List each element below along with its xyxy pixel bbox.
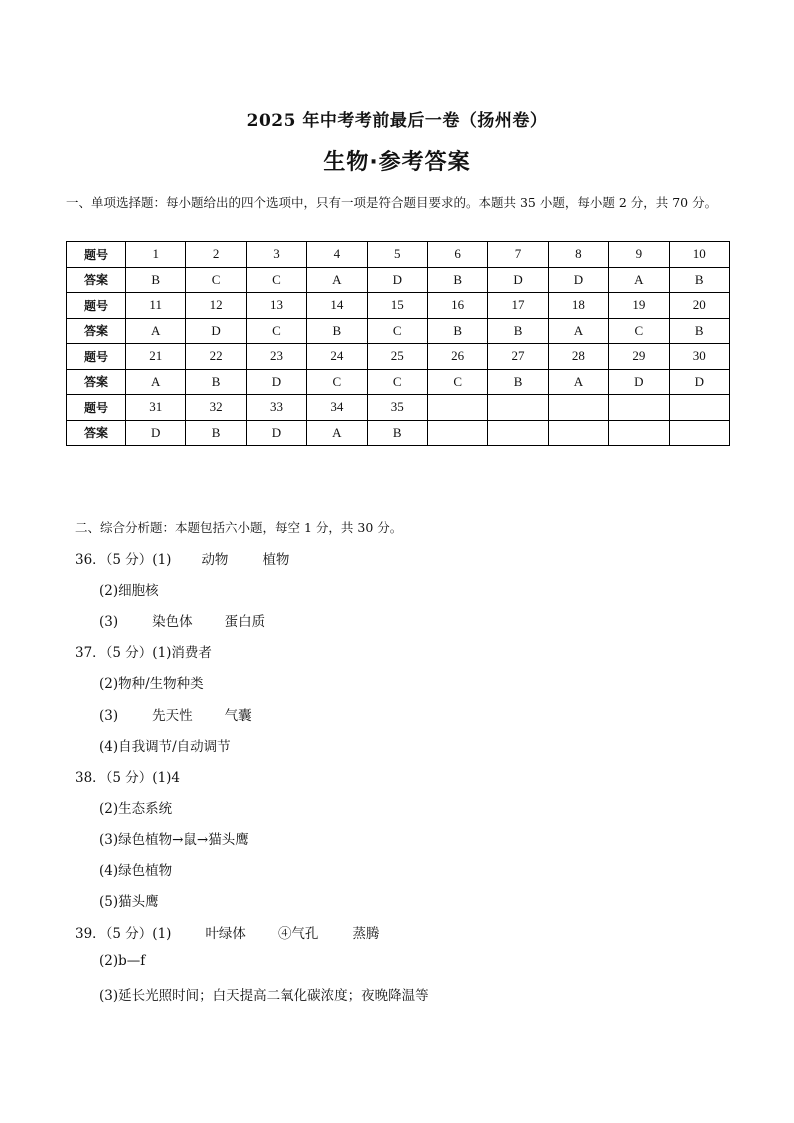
q36-answer-2: 植物 bbox=[262, 552, 290, 568]
answer-cell: C bbox=[367, 318, 427, 344]
q37-part3-answer-1: 先天性 bbox=[152, 708, 193, 724]
answer-cell: C bbox=[307, 369, 367, 395]
question-number-cell: 13 bbox=[246, 293, 306, 319]
answer-label: 答案 bbox=[67, 369, 126, 395]
answer-cell: D bbox=[488, 267, 548, 293]
q36-line1 bbox=[75, 548, 289, 568]
answer-cell: D bbox=[186, 318, 246, 344]
question-number-row bbox=[67, 395, 730, 421]
question-number-cell: 28 bbox=[548, 344, 608, 370]
answer-cell: C bbox=[427, 369, 487, 395]
q37-part2: (2)物种/生物种类 bbox=[99, 676, 204, 692]
q37-part4: (4)自我调节/自动调节 bbox=[99, 739, 231, 755]
answer-cell: A bbox=[307, 267, 367, 293]
answer-label: 答案 bbox=[67, 267, 126, 293]
question-number-cell: 9 bbox=[609, 242, 669, 268]
question-number-cell: 3 bbox=[246, 242, 306, 268]
question-number-cell: 2 bbox=[186, 242, 246, 268]
q39-part3: (3)延长光照时间；白天提高二氧化碳浓度；夜晚降温等 bbox=[99, 988, 429, 1004]
question-number-cell: 29 bbox=[609, 344, 669, 370]
answer-label: 答案 bbox=[67, 420, 126, 446]
q39-head: 39．（5 分）(1) bbox=[75, 926, 172, 942]
question-number-cell bbox=[548, 395, 608, 421]
question-number-cell: 30 bbox=[669, 344, 729, 370]
question-number-cell: 24 bbox=[307, 344, 367, 370]
q36-answer-1: 动物 bbox=[201, 552, 229, 568]
answer-cell: B bbox=[488, 318, 548, 344]
answer-cell: A bbox=[126, 369, 186, 395]
q37-line3 bbox=[99, 704, 252, 724]
question-number-label: 题号 bbox=[67, 242, 126, 268]
question-number-row bbox=[67, 344, 730, 370]
question-number-row bbox=[67, 293, 730, 319]
answer-cell: B bbox=[669, 267, 729, 293]
q36-part3-answer-1: 染色体 bbox=[152, 614, 193, 630]
question-number-cell: 4 bbox=[307, 242, 367, 268]
question-number-cell: 7 bbox=[488, 242, 548, 268]
q37-head: 37．（5 分）(1)消费者 bbox=[75, 645, 212, 661]
q38-part4: (4)绿色植物 bbox=[99, 863, 173, 879]
answer-cell bbox=[609, 420, 669, 446]
question-number-cell: 20 bbox=[669, 293, 729, 319]
answer-cell: D bbox=[367, 267, 427, 293]
question-number-cell: 33 bbox=[246, 395, 306, 421]
question-number-cell: 22 bbox=[186, 344, 246, 370]
answer-cell: C bbox=[186, 267, 246, 293]
answer-cell: C bbox=[367, 369, 427, 395]
answer-cell bbox=[669, 420, 729, 446]
question-number-row bbox=[67, 242, 730, 268]
q38-part5: (5)猫头鹰 bbox=[99, 894, 159, 910]
q38-head: 38．（5 分）(1)4 bbox=[75, 770, 181, 786]
question-number-cell: 1 bbox=[126, 242, 186, 268]
answer-row bbox=[67, 318, 730, 344]
section2-intro: 二、综合分析题：本题包括六小题，每空 1 分，共 30 分。 bbox=[75, 520, 403, 535]
section1-intro: 一、单项选择题：每小题给出的四个选项中，只有一项是符合题目要求的。本题共 35 小题，每小题 2 分，共 70 分。 bbox=[66, 195, 718, 210]
question-number-cell: 23 bbox=[246, 344, 306, 370]
answer-cell: A bbox=[609, 267, 669, 293]
answer-cell: B bbox=[186, 369, 246, 395]
question-number-label: 题号 bbox=[67, 344, 126, 370]
answer-cell: D bbox=[246, 420, 306, 446]
answer-cell: B bbox=[367, 420, 427, 446]
answer-cell: B bbox=[669, 318, 729, 344]
q36-part2: (2)细胞核 bbox=[99, 583, 159, 599]
q38-part3: (3)绿色植物→鼠→猫头鹰 bbox=[99, 832, 249, 848]
exam-subtitle: 生物·参考答案 bbox=[323, 150, 471, 175]
question-number-cell: 6 bbox=[427, 242, 487, 268]
answer-cell: D bbox=[548, 267, 608, 293]
answer-cell: C bbox=[609, 318, 669, 344]
question-number-cell: 5 bbox=[367, 242, 427, 268]
question-number-cell: 32 bbox=[186, 395, 246, 421]
question-number-cell bbox=[488, 395, 548, 421]
q39-answer-2: ④气孔 bbox=[277, 926, 319, 942]
q39-part2: (2)b—f bbox=[99, 953, 146, 969]
question-number-cell: 8 bbox=[548, 242, 608, 268]
question-number-cell: 25 bbox=[367, 344, 427, 370]
question-number-cell: 27 bbox=[488, 344, 548, 370]
q39-answer-1: 叶绿体 bbox=[205, 926, 246, 942]
answer-cell: B bbox=[427, 267, 487, 293]
question-number-cell: 16 bbox=[427, 293, 487, 319]
question-number-cell: 14 bbox=[307, 293, 367, 319]
answer-cell: D bbox=[126, 420, 186, 446]
answer-cell: D bbox=[669, 369, 729, 395]
question-number-cell: 18 bbox=[548, 293, 608, 319]
answer-row bbox=[67, 420, 730, 446]
q37-part3-label: (3) bbox=[99, 708, 119, 724]
answer-cell: B bbox=[488, 369, 548, 395]
q39-line1 bbox=[75, 922, 379, 942]
q38-part2: (2)生态系统 bbox=[99, 801, 173, 817]
question-number-cell: 15 bbox=[367, 293, 427, 319]
answer-table bbox=[66, 241, 730, 446]
answer-cell: A bbox=[307, 420, 367, 446]
answer-cell: C bbox=[246, 267, 306, 293]
question-number-cell: 31 bbox=[126, 395, 186, 421]
question-number-cell bbox=[669, 395, 729, 421]
answer-cell: A bbox=[548, 318, 608, 344]
question-number-cell: 21 bbox=[126, 344, 186, 370]
question-number-cell: 11 bbox=[126, 293, 186, 319]
answer-row bbox=[67, 267, 730, 293]
answer-cell: C bbox=[246, 318, 306, 344]
exam-title: 2025 年中考考前最后一卷（扬州卷） bbox=[246, 111, 548, 131]
answer-cell: D bbox=[246, 369, 306, 395]
question-number-cell: 17 bbox=[488, 293, 548, 319]
question-number-cell: 10 bbox=[669, 242, 729, 268]
answer-cell: B bbox=[126, 267, 186, 293]
answer-cell bbox=[427, 420, 487, 446]
answer-cell bbox=[548, 420, 608, 446]
question-number-cell: 19 bbox=[609, 293, 669, 319]
answer-cell: A bbox=[126, 318, 186, 344]
question-number-cell: 26 bbox=[427, 344, 487, 370]
q36-line3 bbox=[99, 610, 265, 630]
answer-cell bbox=[488, 420, 548, 446]
question-number-cell bbox=[427, 395, 487, 421]
question-number-cell: 34 bbox=[307, 395, 367, 421]
q39-answer-3: 蒸腾 bbox=[352, 926, 380, 942]
question-number-cell bbox=[609, 395, 669, 421]
q36-part3-answer-2: 蛋白质 bbox=[224, 614, 266, 630]
question-number-cell: 12 bbox=[186, 293, 246, 319]
question-number-cell: 35 bbox=[367, 395, 427, 421]
answer-cell: A bbox=[548, 369, 608, 395]
question-number-label: 题号 bbox=[67, 293, 126, 319]
question-number-label: 题号 bbox=[67, 395, 126, 421]
q37-part3-answer-2: 气囊 bbox=[224, 708, 252, 724]
answer-cell: D bbox=[609, 369, 669, 395]
answer-label: 答案 bbox=[67, 318, 126, 344]
q36-part3-label: (3) bbox=[99, 614, 119, 630]
q36-head: 36．（5 分）(1) bbox=[75, 552, 172, 568]
answer-cell: B bbox=[186, 420, 246, 446]
answer-row bbox=[67, 369, 730, 395]
answer-cell: B bbox=[307, 318, 367, 344]
answer-cell: B bbox=[427, 318, 487, 344]
